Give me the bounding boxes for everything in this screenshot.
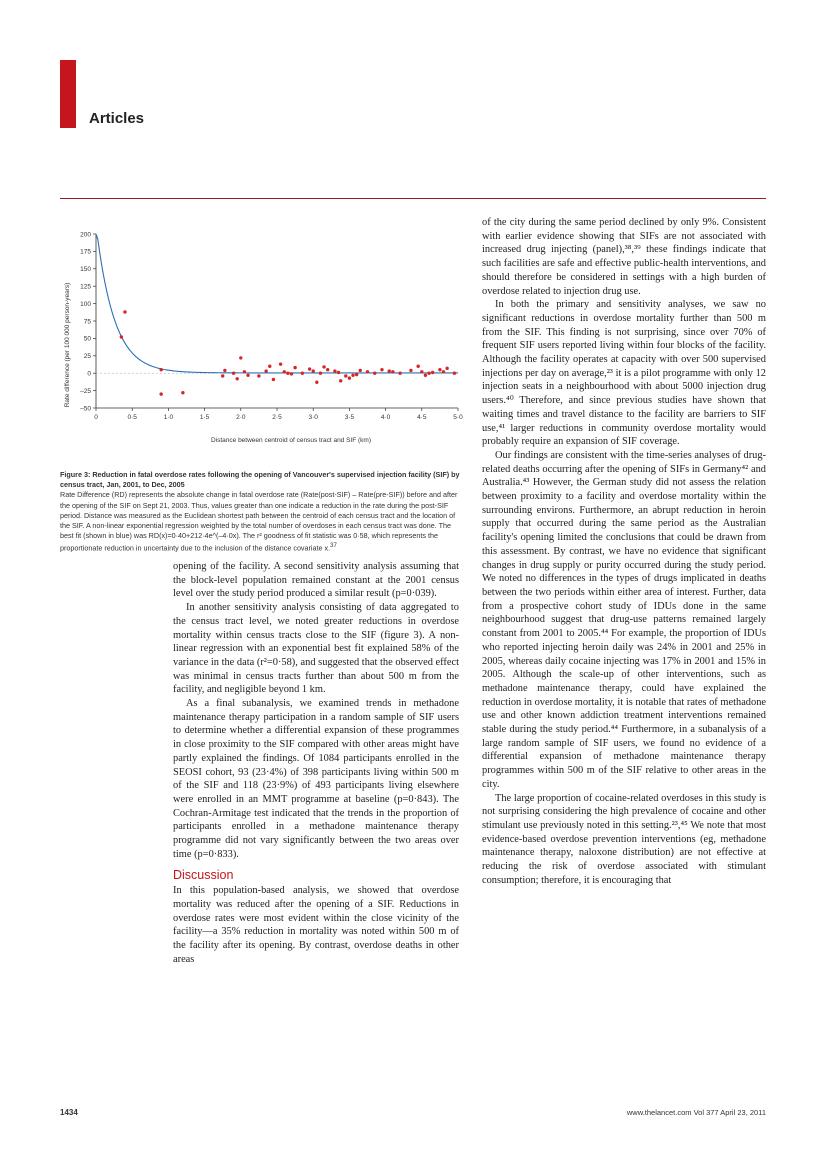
- x-tick-label: 1·0: [163, 414, 174, 421]
- data-point: [243, 370, 246, 373]
- data-point: [388, 369, 391, 372]
- figure-3: [60, 228, 464, 466]
- data-point: [159, 368, 162, 371]
- data-point: [380, 368, 383, 371]
- data-point: [391, 370, 394, 373]
- x-tick-label: 5·0: [453, 414, 463, 421]
- chart-ticks: [80, 231, 463, 421]
- y-tick-label: –50: [80, 405, 91, 413]
- body-paragraph: In both the primary and sensitivity analyses, we saw no significant reductions in overdose mortality further than 500 m from the SIF. This finding is not surprising, since over 70% of frequent SIF users reported living within four blocks of the facility. Although the facility operates at capacity with over 500 supervised injections per day on average,²³ it is a pilot programme with only 12 injection seats in a neighbourhood with about 5000 injection drug users.⁴⁰ Therefore, and since previous studies have shown that waiting times and travel distance to the facility are barriers to SIF use,⁴¹ larger reductions in community overdose mortality would probably require an expansion of SIF coverage.: [482, 299, 766, 448]
- data-point: [181, 391, 184, 394]
- y-tick-label: 100: [80, 300, 91, 308]
- caption-reference: 37: [330, 543, 337, 550]
- data-point: [333, 369, 336, 372]
- section-label: Articles: [89, 110, 145, 127]
- y-tick-label: 200: [80, 231, 91, 239]
- data-point: [409, 369, 412, 372]
- x-axis-label: Distance between centroid of census tract and SIF (km): [210, 437, 372, 444]
- x-tick-label: 3·0: [308, 414, 318, 421]
- x-tick-label: 0: [94, 414, 98, 421]
- y-tick-label: –25: [80, 387, 91, 395]
- x-tick-label: 1·5: [199, 414, 210, 421]
- scatter-chart: [60, 228, 464, 466]
- data-point: [355, 373, 358, 376]
- data-point: [445, 367, 448, 370]
- data-point: [159, 392, 162, 395]
- body-paragraph: opening of the facility. A second sensitivity analysis assuming that the block-level population remained constant at the 2001 census level over the study period produced a similar result (p=0·039).: [173, 561, 459, 600]
- data-point: [272, 378, 275, 381]
- data-point: [438, 368, 441, 371]
- data-point: [351, 374, 354, 377]
- x-tick-label: 0·5: [127, 414, 137, 421]
- data-point: [283, 370, 286, 373]
- caption-title: Figure 3: Reduction in fatal overdose rates following the opening of Vancouver's supervised injection facility (SIF) by census tract, Jan, 2001, to Dec, 2005: [60, 470, 460, 490]
- body-paragraph: As a final subanalysis, we examined trends in methadone maintenance therapy participation in a random sample of SIF users to determine whether a differential expansion of these programmes in close proximity to the SIF compared with other areas might have partly explained the findings. Of 1084 participants enrolled in the SEOSI cohort, 93 (23·4%) of 398 participants living within 500 m of the SIF and 118 (23·9%) of 493 participants living elsewhere were enrolled in an MMT programme at baseline (p=0·843). The Cochran-Armitage test indicated that the trends in the proportion of participants enrolled in a methadone maintenance therapy programme did not vary significantly between the two areas over time (p=0·833).: [173, 698, 459, 860]
- data-point: [308, 367, 311, 370]
- y-tick-label: 125: [80, 283, 91, 291]
- data-point: [319, 372, 322, 375]
- body-paragraph: Our findings are consistent with the time-series analyses of drug-related deaths occurring after the opening of SIFs in Germany⁴² and Australia.⁴³ However, the German study did not assess the relation between proximity to a facility and overdose mortality within the surrounding environs. Furthermore, an abrupt reduction in heroin supply that occurred during the same period as the Australian facility's opening limited the conclusions that could be drawn from this assessment. By contrast, we have no evidence that significant changes in drug supply or purity occurred during the study period. We noted no differences in the types of drugs implicated in deaths between the two periods within either area of interest. Further, data from a prospective cohort study of IDUs done in the same neighbourhood suggest that drug-use patterns remained largely constant from 2001 to 2005.⁴⁴ For example, the proportion of IDUs who reported injecting heroin daily was 24% in 2001 and 25% in 2005, whereas daily cocaine injecting was 17% in 2001 and 15% in 2005. Although the scale-up of other interventions, such as methadone maintenance therapy, could have explained the reduction in overdose mortality, it is notable that rates of methadone use and other known addiction treatment interventions remained stable during the study period.⁴⁴ Furthermore, in a subanalysis of a large random sample of SIF users, we found no evidence of a differential expansion of methadone maintenance therapy programmes within 500 m of the SIF relative to other areas in the city.: [482, 449, 766, 790]
- data-point: [424, 374, 427, 377]
- data-point: [431, 371, 434, 374]
- data-point: [123, 310, 126, 313]
- data-point: [301, 372, 304, 375]
- data-point: [373, 372, 376, 375]
- data-point: [257, 374, 260, 377]
- data-point: [442, 370, 445, 373]
- body-paragraph: In this population-based analysis, we showed that overdose mortality was reduced after the opening of a SIF. Reductions in overdose rates were most evident within the close vicinity of the facility—a 35% reduction in mortality was noted within 500 m of the facility after its opening. By contrast, overdose deaths in other areas: [173, 885, 459, 965]
- x-tick-label: 2·0: [236, 414, 246, 421]
- x-tick-label: 2·5: [272, 414, 282, 421]
- data-point: [326, 368, 329, 371]
- body-column-right: [482, 216, 766, 887]
- data-point: [453, 372, 456, 375]
- data-point: [427, 372, 430, 375]
- body-column-middle: [173, 560, 459, 966]
- y-tick-label: 25: [83, 353, 91, 361]
- header-rule: [60, 198, 766, 199]
- x-tick-label: 3·5: [344, 414, 355, 421]
- data-point: [359, 369, 362, 372]
- y-axis-label: Rate difference (per 100 000 person-years): [64, 282, 71, 408]
- data-point: [416, 365, 419, 368]
- data-point: [337, 371, 340, 374]
- data-point: [286, 372, 289, 375]
- data-point: [223, 369, 226, 372]
- data-point: [279, 362, 282, 365]
- data-point: [420, 370, 423, 373]
- data-point: [312, 369, 315, 372]
- data-point: [290, 372, 293, 375]
- data-point: [120, 335, 123, 338]
- data-point: [344, 374, 347, 377]
- figure-caption: [60, 470, 460, 554]
- x-tick-label: 4·0: [380, 414, 391, 421]
- journal-citation: www.thelancet.com Vol 377 April 23, 2011: [626, 1108, 766, 1117]
- data-point: [348, 376, 351, 379]
- data-point: [239, 356, 242, 359]
- y-tick-label: 150: [80, 266, 91, 274]
- data-point: [232, 372, 235, 375]
- data-point: [246, 374, 249, 377]
- caption-body: Rate Difference (RD) represents the absolute change in fatal overdose rate (Rate(post-SIF) – Rate(pre-SIF)) before and after the opening of the SIF on Sept 21, 2003. Thus, values greater than one indicate a reduction in the rate during the post-SIF period. Distance was measured as the Euclidean shortest path between the centroid of each census tract and the location of the SIF. A non-linear exponential regression weighted by the total number of overdoses in each census tract was done. The best fit (shown in blue) was RD(x)=0·40+212·4e^(–4·0x). The r² goodness of fit statistic was 0·58, which represents the proportionate reduction in uncertainty due to the inclusion of the distance covariate x.: [60, 490, 458, 553]
- data-point: [235, 377, 238, 380]
- y-tick-label: 175: [80, 248, 91, 256]
- data-point: [293, 366, 296, 369]
- body-paragraph: The large proportion of cocaine-related overdoses in this study is not surprising considering the high prevalence of cocaine and other stimulant use previously noted in this setting.²³,⁴⁵ We note that most evidence-based overdose prevention interventions (eg, methadone maintenance therapy, naloxone distribution) are not effective at reducing the risk of overdose associated with stimulant consumption; therefore, it is encouraging that: [482, 792, 766, 886]
- page-number: 1434: [60, 1108, 78, 1117]
- body-paragraph: In another sensitivity analysis consisting of data aggregated to the census tract level, we noted greater reductions in overdose mortality within census tracts close to the SIF (figure 3). A non-linear regression with an exponential best fit explained 58% of the variance in the data (r²=0·58), and suggested that the observed effect was minimal in census tracts further than about 500 m from the facility, and negligible beyond 1 km.: [173, 602, 459, 696]
- data-point: [366, 370, 369, 373]
- chart-marks: [96, 234, 458, 396]
- data-point: [264, 369, 267, 372]
- y-tick-label: 50: [83, 335, 91, 343]
- y-tick-label: 0: [87, 370, 91, 378]
- data-point: [315, 381, 318, 384]
- data-point: [322, 365, 325, 368]
- section-color-bar: [60, 60, 76, 128]
- data-point: [398, 372, 401, 375]
- discussion-heading: Discussion: [173, 868, 234, 883]
- fit-curve: [96, 234, 458, 373]
- data-point: [268, 365, 271, 368]
- y-tick-label: 75: [83, 318, 91, 326]
- x-tick-label: 4·5: [417, 414, 427, 421]
- body-paragraph: of the city during the same period declined by only 9%. Consistent with earlier evidence showing that SIFs are not associated with increased drug injecting (panel),³⁸,³⁹ these findings indicate that such facilities are safe and effective public-health interventions, and should therefore be considered in settings with a high burden of overdose related to injection drug use.: [482, 217, 766, 297]
- data-point: [339, 379, 342, 382]
- data-point: [221, 374, 224, 377]
- chart-axes: [96, 234, 458, 408]
